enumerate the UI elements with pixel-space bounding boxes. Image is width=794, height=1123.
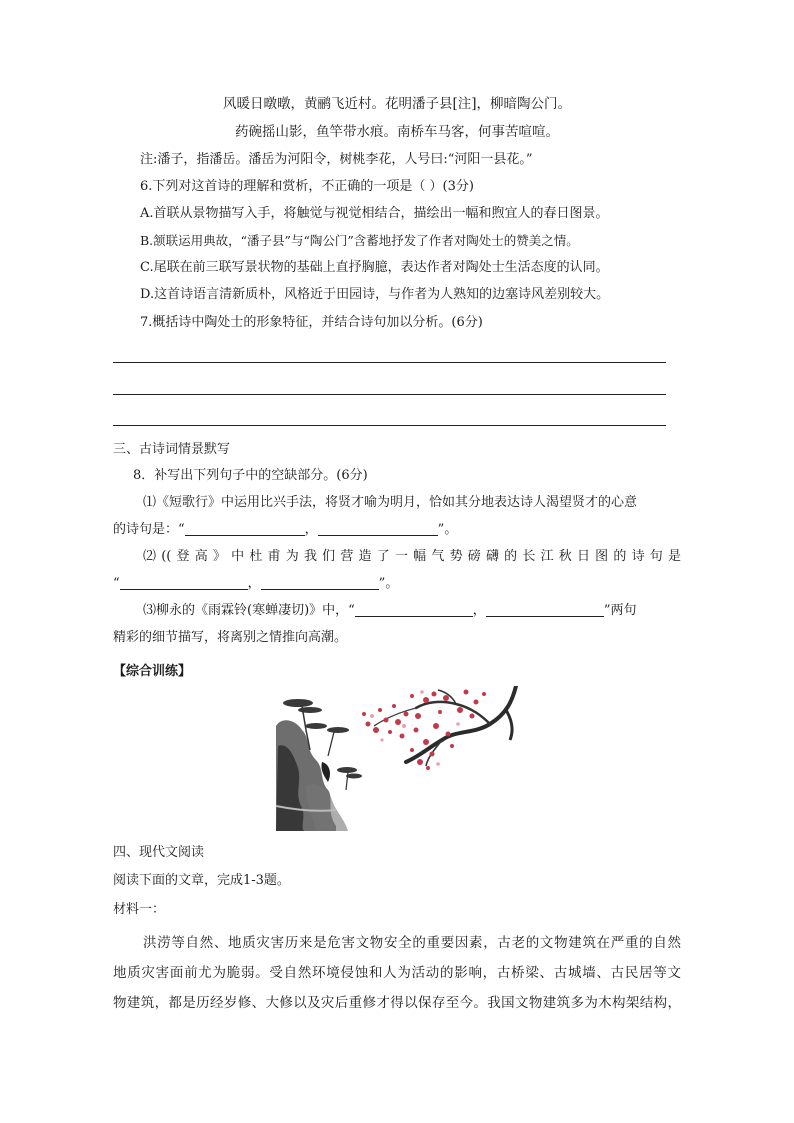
question-7: 7.概括诗中陶处士的形象特征，并结合诗句加以分析。(6分) [140, 315, 483, 330]
question-6-option-c: C.尾联在前三联写景状物的基础上直抒胸臆，表达作者对陶处士生活态度的认同。 [140, 260, 609, 275]
fill-item-3-continuation: 精彩的细节描写，将离别之情推向高潮。 [113, 630, 348, 645]
fill-blank-1b[interactable] [318, 521, 438, 536]
fill-blank-2a[interactable] [120, 575, 248, 590]
fill-item-3-prefix: ⑶柳永的《雨霖铃(寒蝉凄切)》中，“ [143, 603, 355, 618]
paragraph-line-1: 洪涝等自然、地质灾害历来是危害文物安全的重要因素，古老的文物建筑在严重的自然 [143, 935, 681, 951]
fill-item-2-prefix: “ [113, 576, 120, 591]
fill-item-2-line [113, 574, 398, 594]
fill-blank-3b[interactable] [486, 602, 604, 617]
answer-line-1[interactable] [113, 362, 666, 363]
fill-blank-2b[interactable] [261, 575, 379, 590]
fill-item-3-end: ”两句 [603, 603, 637, 618]
ink-painting-illustration [276, 686, 518, 831]
fill-item-2-text: ⑵((登高》中杜甫为我们营造了一幅气势磅礴的长江秋日图的诗句是 [143, 549, 681, 564]
question-8: 8．补写出下列句子中的空缺部分。(6分) [133, 468, 368, 483]
fill-item-1-end: ”。 [437, 522, 458, 537]
question-6-option-b: B.颔联运用典故，“潘子县”与“陶公门”含蓄地抒发了作者对陶处士的赞美之情。 [140, 233, 579, 248]
question-6-stem: 6.下列对这首诗的理解和赏析，不正确的一项是（ ）(3分) [140, 179, 474, 194]
fill-blank-3a[interactable] [355, 602, 473, 617]
poem-line-1: 风暖日暾暾，黄鹂飞近村。花明潘子县[注]，柳暗陶公门。 [222, 96, 572, 112]
section-3-title: 三、古诗词情景默写 [113, 442, 231, 457]
fill-item-1-prefix: 的诗句是：“ [113, 522, 185, 537]
fill-item-3-sep: ， [472, 603, 486, 618]
fill-item-3-line [143, 601, 636, 621]
answer-line-3[interactable] [113, 425, 666, 426]
fill-item-1-text: ⑴《短歌行》中运用比兴手法，将贤才喻为明月，恰如其分地表达诗人渴望贤才的心意 [143, 495, 638, 510]
fill-blank-1a[interactable] [185, 521, 305, 536]
paragraph-line-3: 物建筑，都是历经岁修、大修以及灾后重修才得以保存至今。我国文物建筑多为木构架结构， [113, 995, 681, 1011]
material-label: 材料一： [113, 902, 166, 917]
section-4-title: 四、现代文阅读 [113, 845, 205, 860]
fill-item-2-end: ”。 [378, 576, 399, 591]
training-heading: 【综合训练】 [113, 664, 192, 679]
fill-item-1-sep: ， [304, 522, 318, 537]
reading-instruction: 阅读下面的文章，完成1-3题。 [113, 873, 290, 888]
poem-line-2: 药碗摇山影，鱼竿带水痕。南桥车马客，何事苦喧喧。 [235, 124, 559, 140]
fill-item-1-line [113, 520, 457, 540]
poem-note: 注:潘子，指潘岳。潘岳为河阳令，树桃李花，人号曰:“河阳一县花。” [140, 152, 533, 167]
question-6-option-d: D.这首诗语言清新质朴，风格近于田园诗，与作者为人熟知的边塞诗风差别较大。 [140, 287, 610, 302]
fill-item-2-sep: ， [247, 576, 261, 591]
answer-line-2[interactable] [113, 394, 666, 395]
question-6-option-a: A.首联从景物描写入手，将触觉与视觉相结合，描绘出一幅和煦宜人的春日图景。 [140, 206, 609, 221]
paragraph-line-2: 地质灾害面前尤为脆弱。受自然环境侵蚀和人为活动的影响，古桥梁、古城墙、古民居等文 [113, 965, 681, 981]
